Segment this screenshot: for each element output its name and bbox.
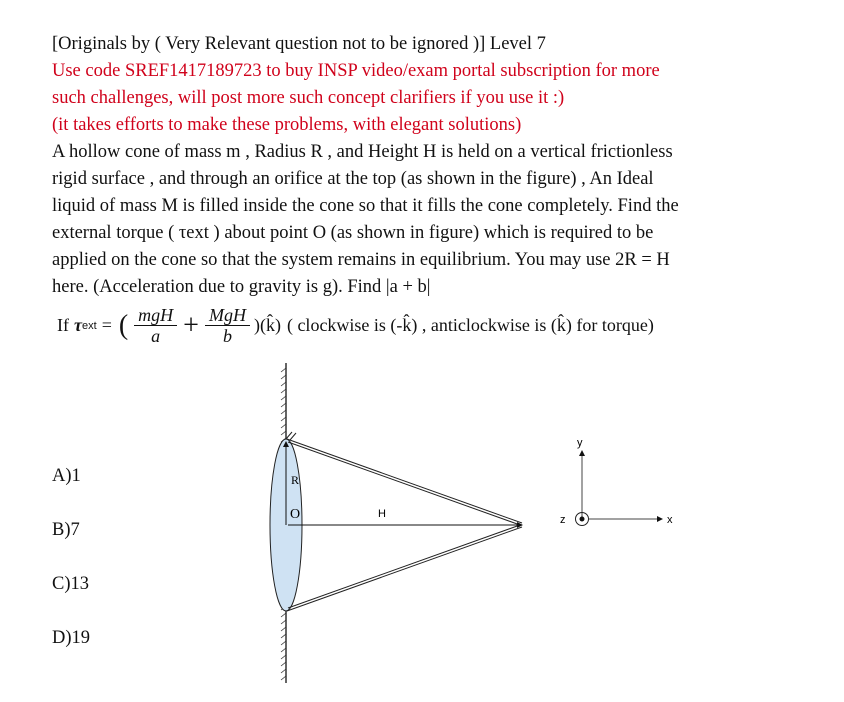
option-a[interactable]: A)1 (52, 466, 81, 486)
label-y: y (577, 437, 583, 449)
label-O: O (290, 507, 301, 522)
eq-tau-sub: ext (82, 319, 97, 332)
num-1: mgH (134, 305, 177, 326)
den-2: b (222, 326, 232, 346)
question-line-3: liquid of mass M is filled inside the cone so that it fills the cone completely. Find the (52, 196, 679, 216)
eq-equals: = (101, 315, 112, 335)
promo-line-3: (it takes efforts to make these problems, with elegant solutions) (52, 115, 522, 135)
den-1: a (151, 326, 161, 346)
question-line-4: external torque ( τext ) about point O (as shown in figure) which is required to be (52, 223, 654, 243)
promo-line-2: such challenges, will post more such concept clarifiers if you use it :) (52, 88, 565, 108)
question-line-6: here. (Acceleration due to gravity is g). Find |a + b| (52, 277, 431, 297)
label-x: x (667, 514, 673, 526)
option-b[interactable]: B)7 (52, 520, 80, 540)
question-line-2: rigid surface , and through an orifice at the top (as shown in the figure) , An Ideal (52, 169, 654, 189)
question-line-5: applied on the cone so that the system remains in equilibrium. You may use 2R = H (52, 250, 670, 270)
label-R: R (291, 473, 300, 487)
torque-equation: If τ ext = ( $\frac{\text{mgH}}{a}$ + $\frac{\text{MgH}}{b}$ )(k̂) ( clockwise is (-k̂) , anticlockwise is (k̂) for torque) (57, 305, 654, 346)
header-line: [Originals by ( Very Relevant question not to be ignored )] Level 7 (52, 34, 546, 54)
num-2: MgH (205, 305, 250, 326)
cone-surface (286, 432, 522, 611)
option-d[interactable]: D)19 (52, 628, 91, 648)
eq-unit: )(k̂) (253, 315, 281, 335)
label-H: H (378, 508, 386, 520)
axes (560, 437, 673, 526)
question-line-1: A hollow cone of mass m , Radius R , and Height H is held on a vertical frictionless (52, 142, 673, 162)
option-c[interactable]: C)13 (52, 574, 89, 594)
eq-note: ( clockwise is (-k̂) , anticlockwise is (k̂) for torque) (286, 315, 654, 335)
promo-line-1: Use code SREF1417189723 to buy INSP video/exam portal subscription for more (52, 61, 660, 81)
eq-tau: τ (74, 315, 82, 335)
label-z: z (560, 514, 566, 526)
eq-prefix: If (57, 315, 69, 335)
